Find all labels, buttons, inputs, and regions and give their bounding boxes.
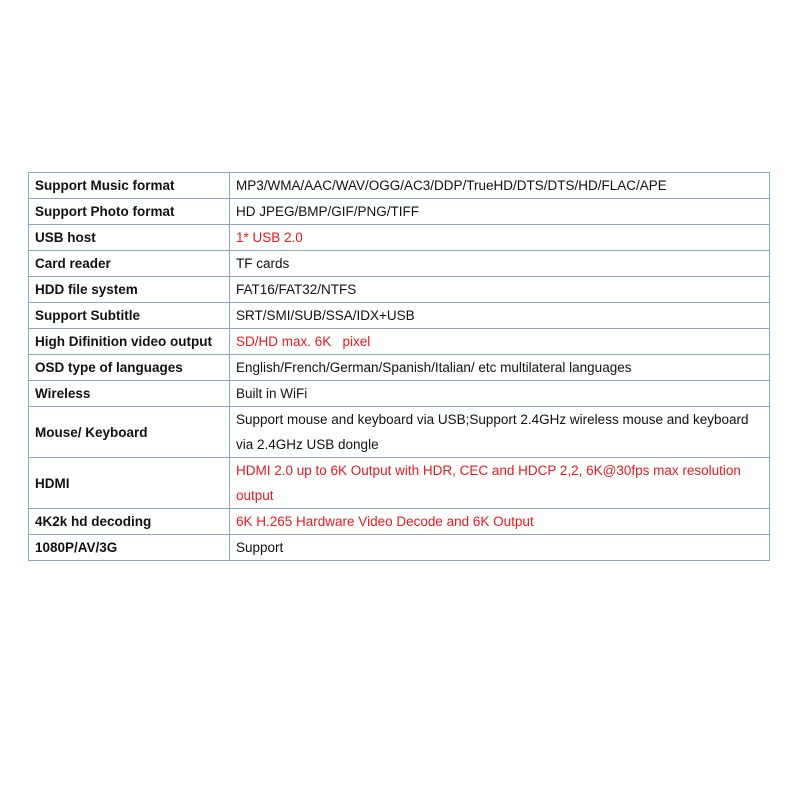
spec-value: HD JPEG/BMP/GIF/PNG/TIFF — [230, 199, 770, 225]
spec-label: Wireless — [29, 381, 230, 407]
table-row — [29, 407, 770, 458]
table-row — [29, 277, 770, 303]
spec-value: 6K H.265 Hardware Video Decode and 6K Output — [230, 509, 770, 535]
spec-value: 1* USB 2.0 — [230, 225, 770, 251]
spec-label: USB host — [29, 225, 230, 251]
spec-label: OSD type of languages — [29, 355, 230, 381]
spec-label: 4K2k hd decoding — [29, 509, 230, 535]
table-row — [29, 225, 770, 251]
table-row — [29, 381, 770, 407]
spec-label: HDMI — [29, 458, 230, 509]
table-row — [29, 251, 770, 277]
spec-value: Support — [230, 535, 770, 561]
table-row — [29, 303, 770, 329]
spec-label: HDD file system — [29, 277, 230, 303]
table-row — [29, 509, 770, 535]
table-row — [29, 173, 770, 199]
spec-value: TF cards — [230, 251, 770, 277]
spec-value: Built in WiFi — [230, 381, 770, 407]
spec-value: MP3/WMA/AAC/WAV/OGG/AC3/DDP/TrueHD/DTS/DTS/HD/FLAC/APE — [230, 173, 770, 199]
spec-value: FAT16/FAT32/NTFS — [230, 277, 770, 303]
spec-value: Support mouse and keyboard via USB;Support 2.4GHz wireless mouse and keyboard via 2.4GHz USB dongle — [230, 407, 770, 458]
table-row — [29, 199, 770, 225]
spec-label: Card reader — [29, 251, 230, 277]
spec-value: SD/HD max. 6K pixel — [230, 329, 770, 355]
spec-label: High Difinition video output — [29, 329, 230, 355]
table-row — [29, 535, 770, 561]
spec-label: Support Music format — [29, 173, 230, 199]
table-row — [29, 355, 770, 381]
spec-label: Support Subtitle — [29, 303, 230, 329]
spec-label: Support Photo format — [29, 199, 230, 225]
spec-label: Mouse/ Keyboard — [29, 407, 230, 458]
table-row — [29, 458, 770, 509]
spec-table — [28, 172, 770, 561]
table-row — [29, 329, 770, 355]
spec-value: HDMI 2.0 up to 6K Output with HDR, CEC and HDCP 2,2, 6K@30fps max resolution output — [230, 458, 770, 509]
spec-value: English/French/German/Spanish/Italian/ etc multilateral languages — [230, 355, 770, 381]
spec-label: 1080P/AV/3G — [29, 535, 230, 561]
spec-value: SRT/SMI/SUB/SSA/IDX+USB — [230, 303, 770, 329]
